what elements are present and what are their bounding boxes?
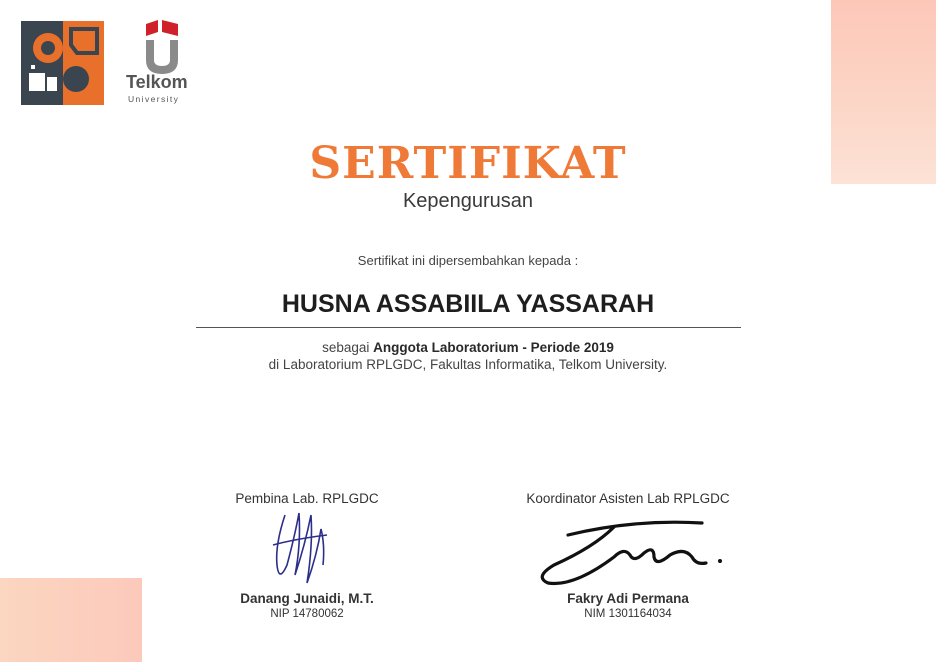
telkom-name: Telkom <box>126 72 188 92</box>
signatory-right-name: Fakry Adi Permana <box>567 591 689 606</box>
signatory-right-heading: Koordinator Asisten Lab RPLGDC <box>526 491 730 506</box>
telkom-sub: University <box>128 94 180 104</box>
presented-text: Sertifikat ini dipersembahkan kepada : <box>357 253 579 268</box>
signatory-left-id: NIP 14780062 <box>270 608 344 620</box>
corner-decoration-bottom-left <box>0 578 142 662</box>
place-line: di Laboratorium RPLGDC, Fakultas Informatika, Telkom University. <box>268 357 668 372</box>
role-text: Anggota Laboratorium - Periode 2019 <box>373 340 614 355</box>
signatory-right <box>498 491 758 620</box>
signatory-left-heading: Pembina Lab. RPLGDC <box>235 491 379 506</box>
certificate-title: SERTIFIKAT <box>309 138 627 189</box>
signature-left-icon <box>265 505 335 587</box>
role-line <box>0 340 936 355</box>
signature-right-icon <box>534 517 730 589</box>
role-prefix: sebagai <box>322 340 374 355</box>
recipient-name: HUSNA ASSABIILA YASSARAH <box>281 290 655 318</box>
signatory-right-id: NIM 1301164034 <box>584 608 672 620</box>
signatory-left <box>177 491 437 620</box>
name-underline <box>196 327 741 328</box>
rplgdc-logo-icon <box>21 21 104 105</box>
signatory-left-name: Danang Junaidi, M.T. <box>240 591 374 606</box>
certificate-subtitle: Kepengurusan <box>402 190 534 212</box>
